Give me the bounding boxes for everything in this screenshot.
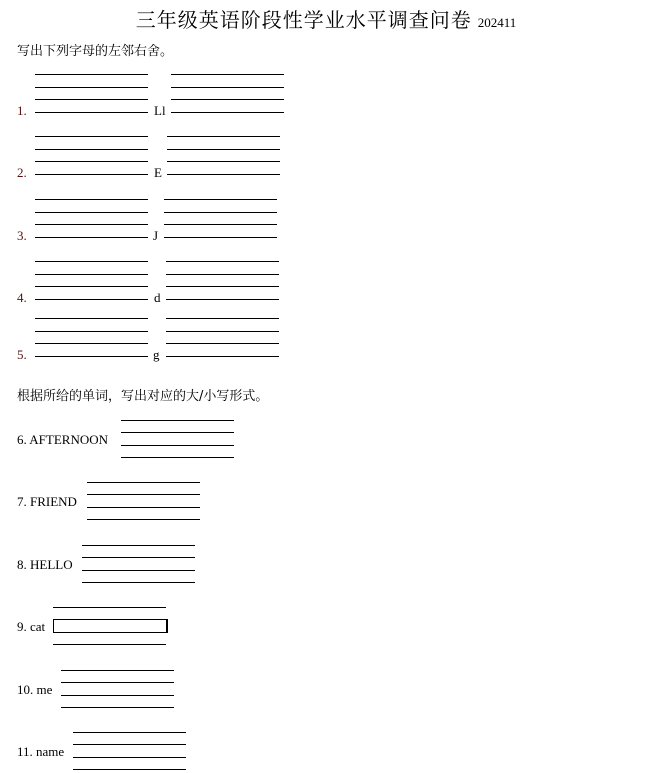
word-label: 7. FRIEND xyxy=(17,494,77,509)
word-label: 11. name xyxy=(17,744,65,759)
answer-line-left[interactable] xyxy=(35,74,148,75)
item-number: 2. xyxy=(17,165,27,180)
answer-line-right[interactable] xyxy=(166,274,279,275)
answer-line-right[interactable] xyxy=(171,87,284,88)
answer-line-left[interactable] xyxy=(35,99,148,100)
given-letter: d xyxy=(154,290,161,305)
answer-line[interactable] xyxy=(73,732,186,733)
answer-line-right[interactable] xyxy=(166,343,279,344)
answer-line-left[interactable] xyxy=(35,174,148,175)
answer-line-right[interactable] xyxy=(166,318,279,319)
answer-line-left[interactable] xyxy=(35,343,148,344)
active-answer-field[interactable] xyxy=(53,619,168,633)
answer-line[interactable] xyxy=(87,494,200,495)
section2-instruction: 根据所给的单词，写出对应的大/小写形式。 xyxy=(17,389,269,404)
answer-line-right[interactable] xyxy=(171,112,284,113)
answer-line-right[interactable] xyxy=(167,174,280,175)
answer-line[interactable] xyxy=(82,557,195,558)
answer-line-right[interactable] xyxy=(164,199,277,200)
word-label: 6. AFTERNOON xyxy=(17,432,109,447)
answer-line[interactable] xyxy=(82,545,195,546)
answer-line[interactable] xyxy=(121,457,234,458)
answer-line-right[interactable] xyxy=(164,212,277,213)
answer-line[interactable] xyxy=(61,670,174,671)
answer-line[interactable] xyxy=(53,607,166,608)
answer-line-left[interactable] xyxy=(35,87,148,88)
answer-line-left[interactable] xyxy=(35,161,148,162)
word-label: 9. cat xyxy=(17,619,46,634)
answer-line-right[interactable] xyxy=(167,161,280,162)
given-letter: Ll xyxy=(154,103,166,118)
word-label: 8. HELLO xyxy=(17,557,73,572)
answer-line-left[interactable] xyxy=(35,356,148,357)
answer-line[interactable] xyxy=(82,570,195,571)
answer-line-left[interactable] xyxy=(35,318,148,319)
answer-line-right[interactable] xyxy=(166,331,279,332)
item-number: 1. xyxy=(17,103,27,118)
answer-line-right[interactable] xyxy=(166,356,279,357)
answer-line-left[interactable] xyxy=(35,274,148,275)
answer-line-left[interactable] xyxy=(35,261,148,262)
answer-line-left[interactable] xyxy=(35,286,148,287)
answer-line[interactable] xyxy=(61,695,174,696)
answer-line[interactable] xyxy=(53,644,166,645)
answer-line[interactable] xyxy=(121,445,234,446)
answer-line-left[interactable] xyxy=(35,149,148,150)
answer-line-right[interactable] xyxy=(166,286,279,287)
answer-line-left[interactable] xyxy=(35,224,148,225)
answer-line[interactable] xyxy=(73,769,186,770)
answer-line[interactable] xyxy=(87,519,200,520)
page-title xyxy=(0,4,652,33)
answer-line[interactable] xyxy=(87,482,200,483)
item-number: 4. xyxy=(17,290,27,305)
item-number: 5. xyxy=(17,347,27,362)
answer-line-right[interactable] xyxy=(167,136,280,137)
given-letter: J xyxy=(153,228,159,243)
answer-line-right[interactable] xyxy=(167,149,280,150)
answer-line-right[interactable] xyxy=(171,99,284,100)
answer-line-right[interactable] xyxy=(166,261,279,262)
section1-instruction: 写出下列字母的左邻右舍。 xyxy=(17,44,174,59)
answer-line-left[interactable] xyxy=(35,299,148,300)
answer-line-left[interactable] xyxy=(35,212,148,213)
answer-line-left[interactable] xyxy=(35,237,148,238)
answer-line[interactable] xyxy=(87,507,200,508)
answer-line[interactable] xyxy=(61,707,174,708)
answer-line[interactable] xyxy=(121,432,234,433)
answer-line[interactable] xyxy=(61,682,174,683)
title-code: 202411 xyxy=(477,15,517,30)
answer-line-left[interactable] xyxy=(35,199,148,200)
answer-line-right[interactable] xyxy=(164,224,277,225)
answer-line[interactable] xyxy=(82,582,195,583)
answer-line[interactable] xyxy=(73,744,186,745)
answer-line-right[interactable] xyxy=(164,237,277,238)
answer-line[interactable] xyxy=(121,420,234,421)
answer-line-right[interactable] xyxy=(166,299,279,300)
answer-line-left[interactable] xyxy=(35,136,148,137)
title-text: 三年级英语阶段性学业水平调查问卷 xyxy=(135,10,472,32)
given-letter: E xyxy=(154,165,162,180)
item-number: 3. xyxy=(17,228,27,243)
answer-line-left[interactable] xyxy=(35,112,148,113)
word-label: 10. me xyxy=(17,682,53,697)
answer-line-right[interactable] xyxy=(171,74,284,75)
answer-line[interactable] xyxy=(73,757,186,758)
answer-line-left[interactable] xyxy=(35,331,148,332)
given-letter: g xyxy=(153,347,160,362)
